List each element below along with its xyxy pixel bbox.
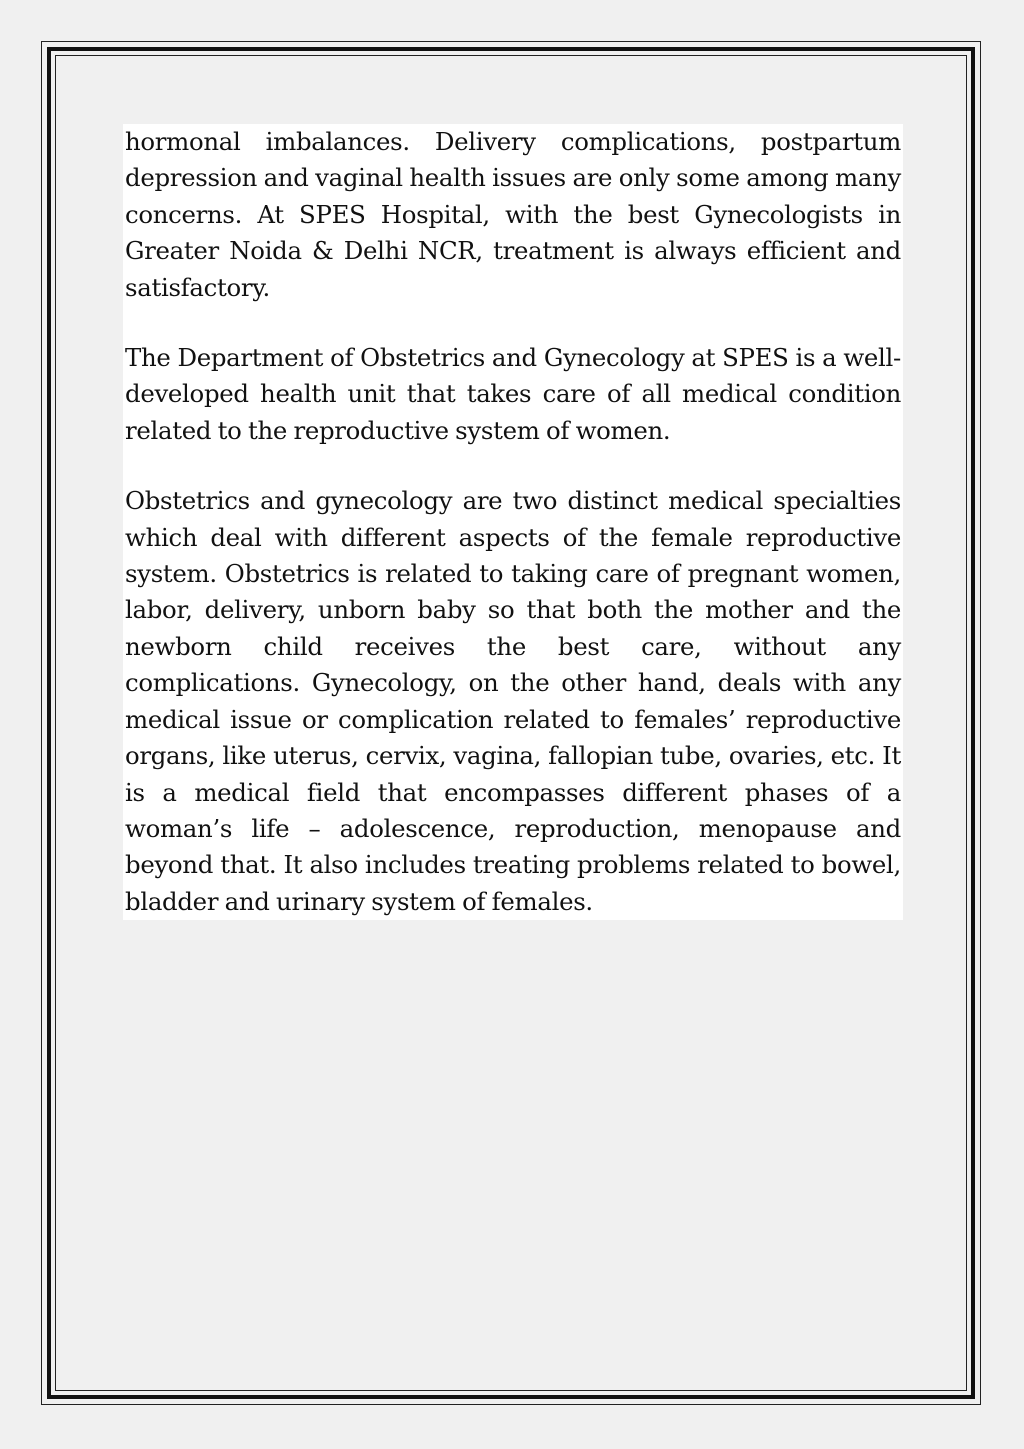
paragraph-obstetrics-gynecology: Obstetrics and gynecology are two distinct medical specialties which deal with different aspects of the female reproductive system. Obstetrics is related to taking care of pregnant women, labor, delivery, unborn baby so that both the mother and the newborn child receives the best care, without any complications. Gynecology, on the other hand, deals with any medical issue or complication related to females’ reproductive organs, like uterus, cervix, vagina, fallopian tube, ovaries, etc. It is a medical field that encompasses different phases of a woman’s life – adolescence, reproduction, menopause and beyond that. It also includes treating problems related to bowel, bladder and urinary system of females. (125, 486, 901, 916)
paragraph-hormonal-imbalances: hormonal imbalances. Delivery complications, postpartum depression and vaginal health issues are only some among many concerns. At SPES Hospital, with the best Gynecologists in Greater Noida & Delhi NCR, treatment is always efficient and satisfactory. (125, 127, 901, 302)
body-text (123, 124, 903, 920)
paragraph-department-overview: The Department of Obstetrics and Gynecology at SPES is a well-developed health unit that takes care of all medical condition related to the reproductive system of women. (125, 343, 901, 445)
